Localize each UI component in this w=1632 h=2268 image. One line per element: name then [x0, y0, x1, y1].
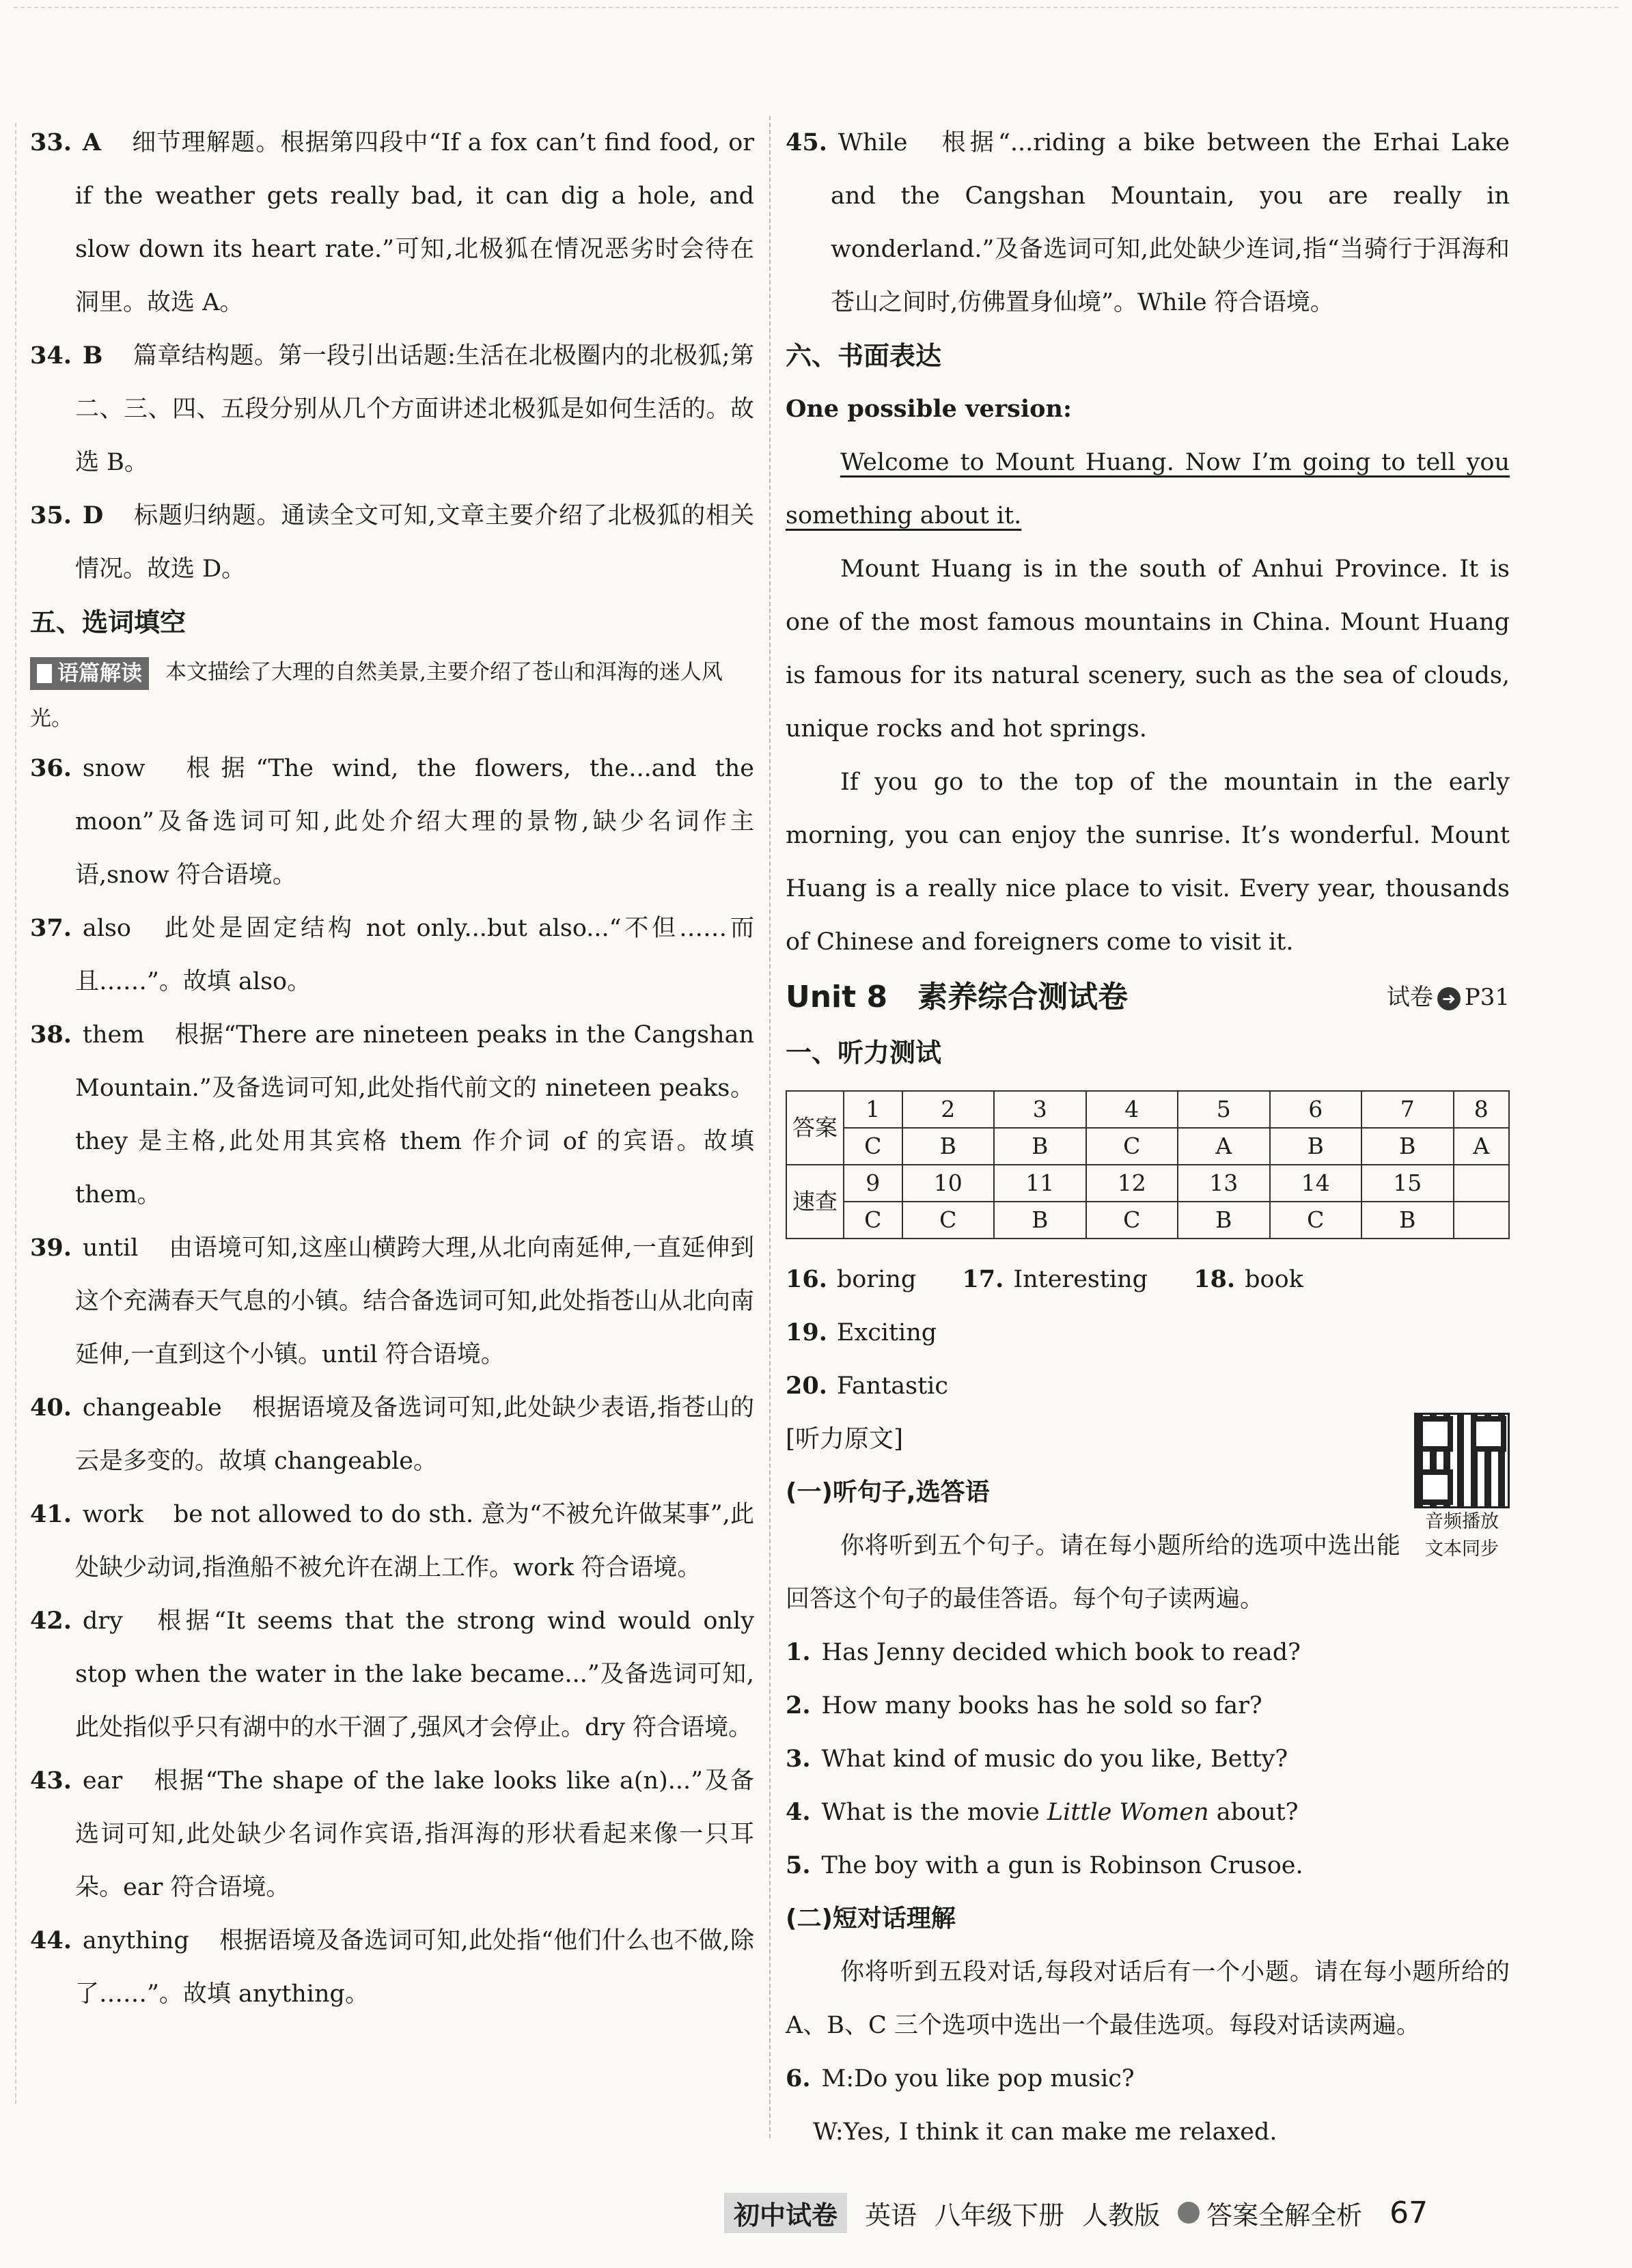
table-row: 速查 9 10 11 12 13 14 15	[786, 1165, 1509, 1202]
answer-item-38: 38. them 根据“There are nineteen peaks in the Cangshan Mountain.”及备选词可知,此处指代前文的 nineteen peaks。they 是主格,此处用其宾格 them 作介词 of 的宾语。故填 them。	[30, 1021, 754, 1208]
unit-page-ref: 试卷 ➜ P31	[1386, 984, 1510, 1011]
fill-answer-19: 19. Exciting	[786, 1318, 937, 1346]
answer-item-40: 40. changeable 根据语境及备选词可知,此处缺少表语,指苍山的云是多变的。故填 changeable。	[30, 1394, 754, 1475]
top-border	[14, 7, 1618, 10]
table-label-quick: 速查	[786, 1165, 844, 1239]
fill-answer-20: 20. Fantastic	[786, 1372, 948, 1400]
qr-code[interactable]: 音频播放 文本同步	[1414, 1413, 1510, 1563]
arrow-right-icon: ➜	[1437, 987, 1461, 1010]
table-row: C C B C B C B	[786, 1202, 1509, 1239]
book-icon	[37, 664, 52, 683]
answer-item-39: 39. until 由语境可知,这座山横跨大理,从北向南延伸,一直延伸到这个充满春天气息的小镇。结合备选词可知,此处指苍山从北向南延伸,一直到这个小镇。until 符合语境。	[30, 1234, 754, 1368]
answer-item-44: 44. anything 根据语境及备选词可知,此处指“他们什么也不做,除了……”。故填 anything。	[30, 1926, 754, 2008]
left-margin-line	[15, 123, 16, 2104]
passage-analysis: 语篇解读 本文描绘了大理的自然美景,主要介绍了苍山和洱海的迷人风光。	[30, 649, 754, 742]
fill-answers	[786, 1253, 1510, 1413]
footer-grade: 八年级下册	[935, 2200, 1065, 2230]
answer-item-45: 45. While 根据“...riding a bike between the Erhai Lake and the Cangshan Mountain, you are really in wonderland.”及备选词可知,此处缺少连词,指“当骑行于洱海和苍山之间时,仿佛置身仙境”。While 符合语境。	[786, 128, 1510, 316]
essay-paragraph-1: Mount Huang is in the south of Anhui Province. It is one of the most famous mountains in China. Mount Huang is famous for its natural scenery, such as the sea of clouds, unique rocks and hot springs.	[786, 555, 1510, 743]
section-heading-6: 六、书面表达	[786, 341, 942, 371]
page-footer	[724, 2193, 1446, 2232]
part1-instructions: 你将听到五个句子。请在每小题所给的选项中选出能回答这个句子的最佳答语。每个句子读两遍。	[786, 1532, 1400, 1613]
fill-answer-16: 16. boring	[786, 1265, 917, 1293]
dialog-6-m: 6. M:Do you like pop music?	[786, 2064, 1135, 2092]
fill-answer-17: 17. Interesting	[962, 1265, 1148, 1293]
essay-paragraph-2: If you go to the top of the mountain in the early morning, you can enjoy the sunrise. It’s wonderful. Mount Huang is a really nice place to visit. Every year, thousands of Chinese and foreigners come to visit it.	[786, 769, 1510, 956]
left-column	[30, 116, 754, 2021]
sentence-5: 5. The boy with a gun is Robinson Crusoe.	[786, 1851, 1303, 1879]
footer-subject: 英语	[865, 2200, 917, 2230]
table-row: C B B C A B B A	[786, 1128, 1509, 1165]
answer-item-42: 42. dry 根据“It seems that the strong wind would only stop when the water in the lake became...”及备选词可知,此处指似乎只有湖中的水干涸了,强风才会停止。dry 符合语境。	[30, 1607, 754, 1741]
sentence-1: 1. Has Jenny decided which book to read?	[786, 1638, 1301, 1666]
analysis-tag: 语篇解读	[30, 657, 149, 690]
answer-item-35: 35. D 标题归纳题。通读全文可知,文章主要介绍了北极狐的相关情况。故选 D。	[30, 501, 754, 583]
right-column	[786, 116, 1510, 2159]
transcript-label: [听力原文]	[786, 1425, 904, 1453]
footer-edition: 人教版	[1082, 2200, 1161, 2230]
answer-item-37: 37. also 此处是固定结构 not only...but also...“不但……而且……”。故填 also。	[30, 914, 754, 995]
answer-item-36: 36. snow 根据“The wind, the flowers, the...and the moon”及备选词可知,此处介绍大理的景物,缺少名词作主语,snow 符合语境。	[30, 754, 754, 889]
transcript-block	[786, 1413, 1510, 1626]
unit-title-row	[786, 969, 1510, 1026]
answer-item-33: 33. A 细节理解题。根据第四段中“If a fox can’t find food, or if the weather gets really bad, it can dig a hole, and slow down its heart rate.”可知,北极狐在情况恶劣时会待在洞里。故选 A。	[30, 128, 754, 316]
footer-dot-icon	[1178, 2202, 1200, 2224]
qr-code-icon	[1414, 1413, 1510, 1508]
listening-heading: 一、听力测试	[786, 1038, 942, 1068]
footer-brand: 初中试卷	[724, 2193, 847, 2233]
unit-title: Unit 8 素养综合测试卷	[786, 980, 1129, 1014]
sentence-3: 3. What kind of music do you like, Betty?	[786, 1745, 1288, 1773]
section-heading-5: 五、选词填空	[30, 607, 186, 637]
answer-item-34: 34. B 篇章结构题。第一段引出话题:生活在北极圈内的北极狐;第二、三、四、五段分别从几个方面讲述北极狐是如何生活的。故选 B。	[30, 342, 754, 476]
table-row: 答案 1 2 3 4 5 6 7 8	[786, 1091, 1509, 1128]
answer-item-43: 43. ear 根据“The shape of the lake looks like a(n)...”及备选词可知,此处缺少名词作宾语,指洱海的形状看起来像一只耳朵。ear 符合语境。	[30, 1767, 754, 1901]
footer-series: 答案全解全析	[1206, 2200, 1363, 2230]
answer-table	[786, 1090, 1510, 1239]
answer-item-41: 41. work be not allowed to do sth. 意为“不被允许做某事”,此处缺少动词,指渔船不被允许在湖上工作。work 符合语境。	[30, 1500, 754, 1581]
part1-title: (一)听句子,选答语	[786, 1478, 990, 1506]
part2-instructions: 你将听到五段对话,每段对话后有一个小题。请在每小题所给的 A、B、C 三个选项中选出一个最佳选项。每段对话读两遍。	[786, 1959, 1510, 2039]
sentence-4: 4. What is the movie Little Women about?	[786, 1798, 1299, 1826]
part2-title: (二)短对话理解	[786, 1905, 956, 1933]
dialog-6-w: W:Yes, I think it can make me relaxed.	[813, 2118, 1277, 2146]
essay-intro: Welcome to Mount Huang. Now I’m going to tell you something about it.	[786, 449, 1510, 529]
table-label-answer: 答案	[786, 1091, 844, 1165]
possible-version-label: One possible version:	[786, 395, 1072, 423]
column-divider	[769, 116, 771, 2138]
page-number: 67	[1389, 2195, 1428, 2230]
fill-answer-18: 18. book	[1193, 1265, 1303, 1293]
sentence-2: 2. How many books has he sold so far?	[786, 1691, 1262, 1719]
